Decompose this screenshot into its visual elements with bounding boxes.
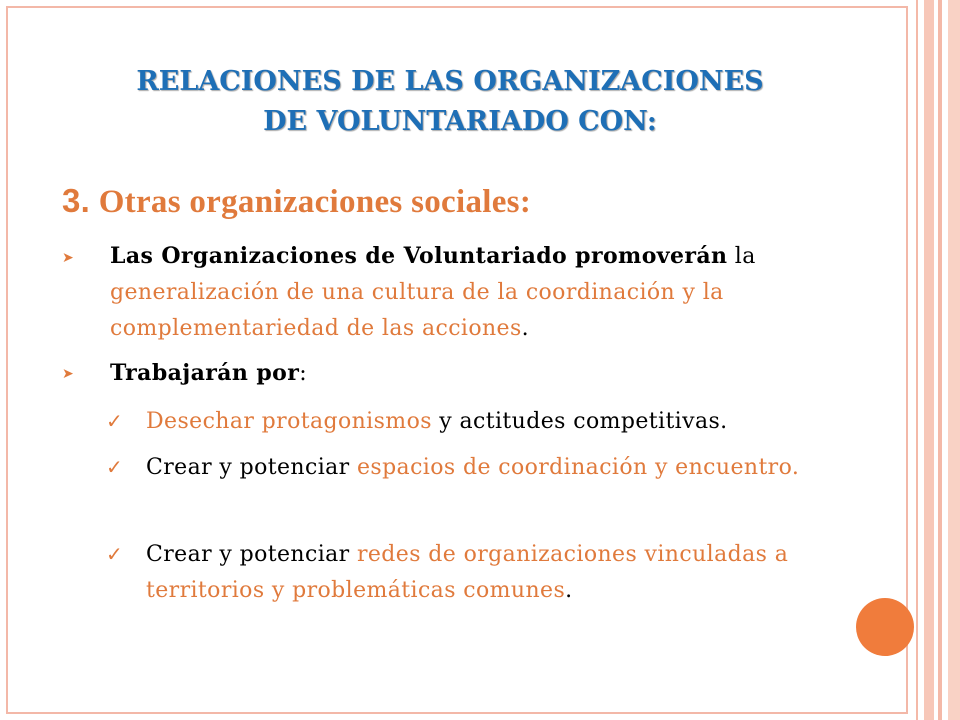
- bullet-bold-text: Trabajarán por: [110, 360, 300, 386]
- bullet-item: [110, 355, 307, 392]
- slide-title: [60, 62, 840, 142]
- checkmark-icon: ✓: [106, 455, 123, 479]
- bullet-highlight-text: generalización de una cultura de la coordinación y la complementariedad de las acciones: [110, 280, 724, 341]
- checkmark-icon: ✓: [106, 409, 123, 433]
- check-item: [146, 404, 906, 440]
- check-end-text: .: [565, 578, 573, 603]
- check-plain-text: y actitudes competitivas.: [431, 409, 728, 434]
- bullet-end-text: .: [521, 316, 530, 341]
- check-highlight-text: espacios de coordinación y encuentro.: [356, 455, 800, 480]
- arrow-bullet-icon: ➤: [62, 250, 74, 266]
- stripe: [948, 0, 960, 720]
- decorative-stripes: [908, 0, 960, 720]
- section-title: Otras organizaciones sociales:: [98, 184, 532, 220]
- decorative-circle: [856, 598, 914, 656]
- arrow-bullet-icon: ➤: [62, 366, 74, 382]
- bullet-item: [110, 238, 900, 347]
- stripe: [938, 0, 942, 720]
- check-item: [146, 537, 886, 609]
- bullet-end-text: :: [299, 361, 308, 386]
- check-plain-text: Crear y potenciar: [146, 455, 357, 480]
- check-highlight-text: redes de organizaciones vinculadas a territorios y problemáticas comunes: [146, 542, 789, 603]
- bullet-plain-text: la: [727, 244, 756, 269]
- stripe: [916, 0, 918, 720]
- title-line-2: DE VOLUNTARIADO CON:: [263, 106, 657, 137]
- section-heading: [62, 182, 531, 221]
- stripe: [924, 0, 934, 720]
- check-highlight-text: Desechar protagonismos: [146, 409, 432, 434]
- check-plain-text: Crear y potenciar: [146, 542, 357, 567]
- check-item: [146, 450, 846, 486]
- bullet-bold-text: Las Organizaciones de Voluntariado promoverán: [110, 243, 728, 269]
- checkmark-icon: ✓: [106, 542, 123, 566]
- title-line-1: RELACIONES DE LAS ORGANIZACIONES: [136, 66, 764, 97]
- section-number: 3.: [62, 182, 91, 219]
